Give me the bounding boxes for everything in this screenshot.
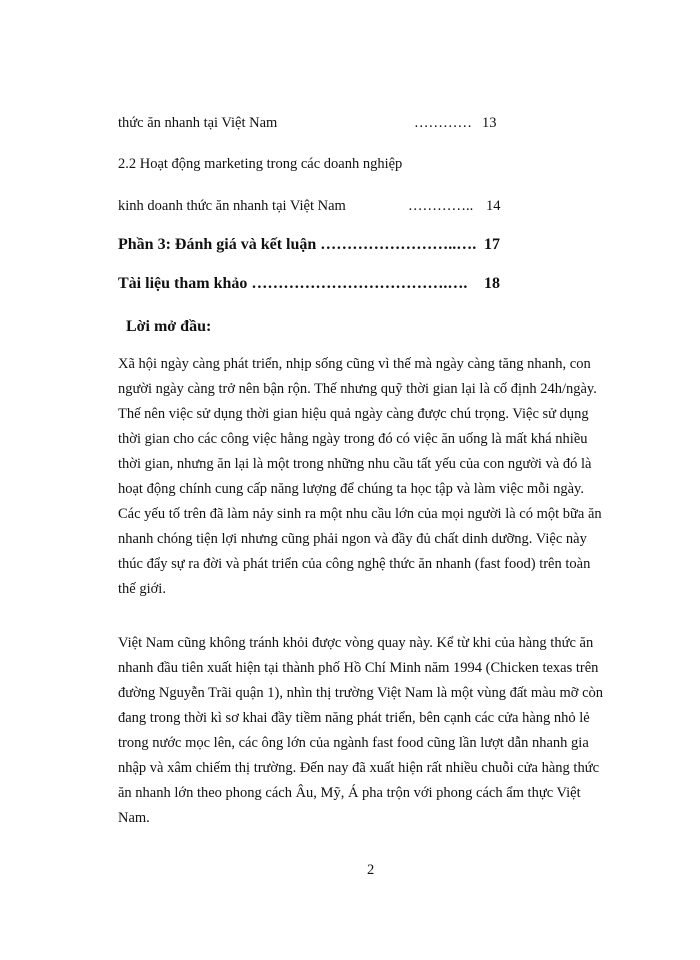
toc-page-number: 17 [484,236,500,253]
text-line: Thế nên việc sử dụng thời gian hiệu quả ngày càng được chú trọng. Việc sử dụng [118,406,589,422]
toc-entry-text: kinh doanh thức ăn nhanh tại Việt Nam [118,198,346,214]
text-line: hoạt động chính cung cấp năng lượng để chúng ta học tập và làm việc mỗi ngày. [118,481,584,497]
text-line: thời gian cho các công việc hằng ngày trong đó có việc ăn uống là mất khá nhiều [118,431,588,447]
toc-entry-text: Tài liệu tham khảo ……………………………….…. [118,275,468,292]
text-line: thúc đẩy sự ra đời và phát triển của công nghệ thức ăn nhanh (fast food) trên toàn [118,556,591,572]
toc-entry [118,114,508,132]
toc-entry-text: Phần 3: Đánh giá và kết luận ……………………..…. [118,236,477,253]
toc-references [118,275,508,293]
toc-entry-text: thức ăn nhanh tại Việt Nam [118,115,278,131]
text-line: nhập và xâm chiếm thị trường. Đến nay đã xuất hiện rất nhiều chuỗi cửa hàng thức [118,760,599,776]
paragraph-vietnam [118,631,604,831]
text-line: Nam. [118,810,150,826]
text-line: đường Nguyễn Trãi quận 1), nhìn thị trường Việt Nam là một vùng đất màu mỡ còn [118,685,604,701]
text-line: người ngày càng trở nên bận rộn. Thế nhưng quỹ thời gian lại là cố định 24h/ngày. [118,381,597,397]
text-line: Các yếu tố trên đã làm nảy sinh ra một nhu cầu lớn của mọi người là có một bữa ăn [118,506,602,522]
toc-entry-text: 2.2 Hoạt động marketing trong các doanh nghiệp [118,156,403,172]
section-heading: Lời mở đầu: [126,318,212,335]
toc-dots: ………….. [408,198,474,214]
toc-entry [118,155,508,173]
text-line: Xã hội ngày càng phát triển, nhịp sống cũng vì thế mà ngày càng tăng nhanh, con [118,356,591,372]
text-line: trong nước mọc lên, các ông lớn của ngành fast food cũng lần lượt dẫn nhanh gia [118,735,589,751]
toc-entry [118,197,508,215]
text-line: ăn nhanh lớn theo phong cách Âu, Mỹ, Á pha trộn với phong cách ẩm thực Việt [118,785,581,801]
paragraph-intro [118,352,602,602]
toc-part3 [118,236,508,254]
text-line: nhanh đầu tiên xuất hiện tại thành phố Hồ Chí Minh năm 1994 (Chicken texas trên [118,660,599,676]
toc-page-number: 13 [482,115,497,131]
page-number: 2 [367,862,375,878]
text-line: nhanh chóng tiện lợi nhưng cũng phải ngon và đầy đủ chất dinh dưỡng. Việc này [118,531,587,547]
text-line: thời gian, nhưng ăn lại là một trong những nhu cầu tất yếu của con người và đó là [118,456,592,472]
text-line: thế giới. [118,581,166,597]
toc-page-number: 14 [486,198,501,214]
text-line: Việt Nam cũng không tránh khỏi được vòng quay này. Kể từ khi của hàng thức ăn [118,635,594,651]
toc-dots: ………… [414,115,472,131]
text-line: đang trong thời kì sơ khai đầy tiềm năng phát triển, bên cạnh các cửa hàng nhỏ lẻ [118,710,590,726]
toc-page-number: 18 [484,275,500,292]
